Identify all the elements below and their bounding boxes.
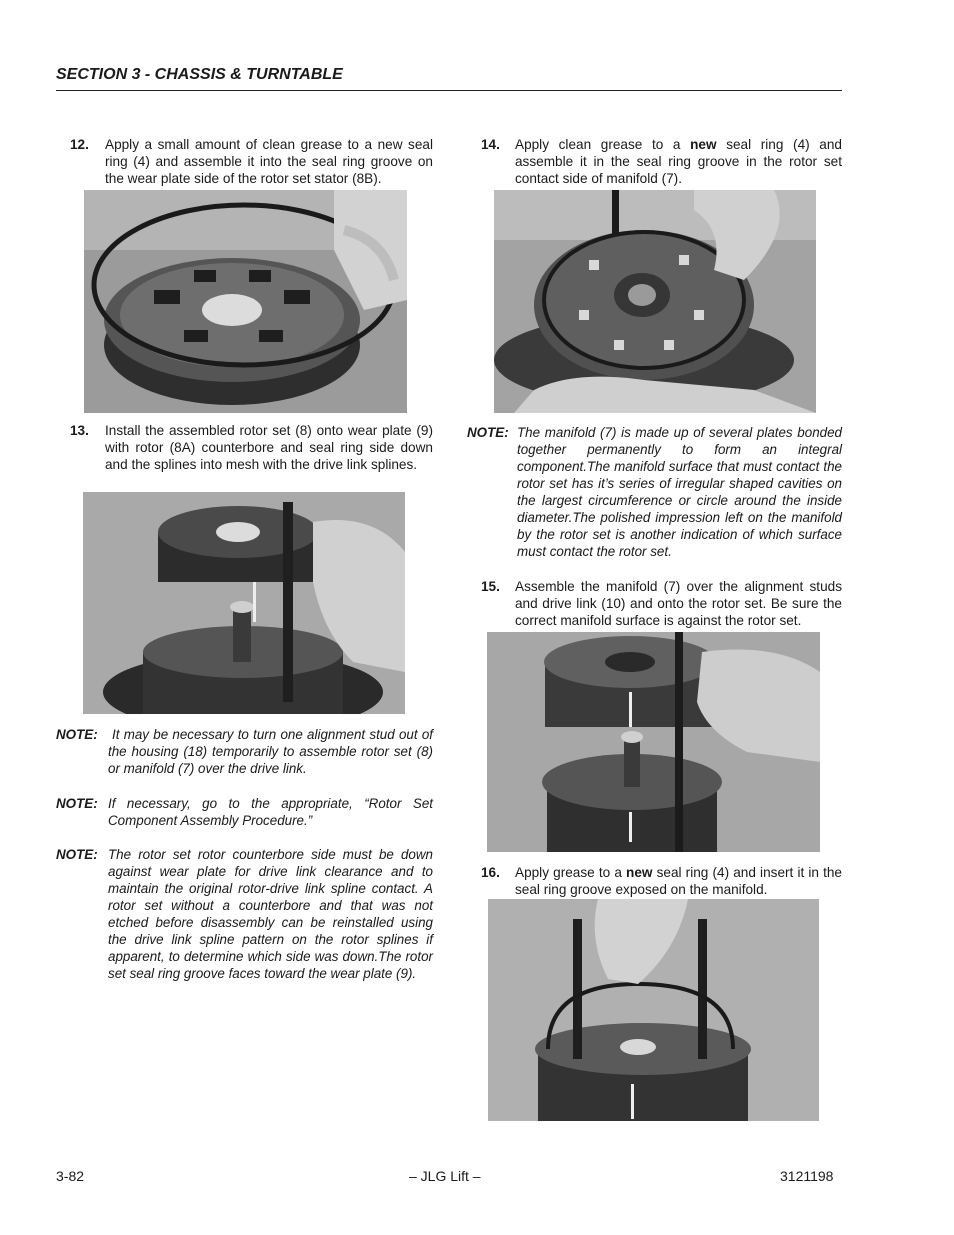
photo-manifold-seal-ring <box>494 190 816 413</box>
note-text: It may be necessary to turn one alignment stud out of the housing (18) temporarily to assemble rotor set (8) or manifold (7) over the drive link. <box>108 727 433 776</box>
note-label: NOTE: <box>56 796 98 811</box>
step-number: 13. <box>70 423 89 438</box>
note-text: The rotor set rotor counterbore side must be down against wear plate for drive link clearance and to maintain the original rotor-drive link spline contact. A rotor set without a counterbore and that was not etched before disassembly can be reinstalled using the drive link spline pattern on the rotor splines if apparent, to determine which side was down.The rotor set seal ring groove faces toward the wear plate (9). <box>108 847 433 981</box>
page-number: 3-82 <box>56 1168 85 1184</box>
step-text-pre: Apply grease to a <box>515 865 627 880</box>
step-text: Apply a small amount of clean grease to a new seal ring (4) and assemble it into the seal ring groove on the wear plate side of the rotor set stator (8B). <box>105 137 433 186</box>
note-label: NOTE: <box>56 847 98 862</box>
step-13 <box>70 422 433 490</box>
photo-manifold-seal-ring-insert <box>488 899 819 1121</box>
step-text-post: seal ring (4) and assemble it in the seal ring groove in the rotor set contact side of manifold (7). <box>515 137 842 186</box>
step-15 <box>481 578 842 629</box>
step-number: 12. <box>70 137 89 152</box>
note-text: If necessary, go to the appropriate, “Rotor Set Component Assembly Procedure.” <box>108 796 433 828</box>
note-counterbore <box>56 846 433 1000</box>
document-number: 3121198 <box>780 1168 834 1184</box>
step-text: Assemble the manifold (7) over the alignment studs and drive link (10) and onto the rotor set. Be sure the correct manifold surface is against the rotor set. <box>515 579 842 628</box>
step-number: 15. <box>481 579 500 594</box>
section-title: SECTION 3 - CHASSIS & TURNTABLE <box>56 66 343 83</box>
note-manifold-plates <box>467 424 842 561</box>
step-text-pre: Apply clean grease to a <box>515 137 691 152</box>
note-text: The manifold (7) is made up of several plates bonded together permanently to form an integral component.The manifold surface that must contact the rotor set has it’s series of irregular shaped cavities on the largest circumference or circle around the inside diameter.The polished impression left on the manifold by the rotor set is another indication of which surface must contact the rotor set. <box>517 425 842 559</box>
note-alignment-stud <box>56 726 433 778</box>
step-14 <box>481 136 842 187</box>
step-16 <box>481 864 842 898</box>
step-text <box>515 136 842 187</box>
step-text <box>515 864 842 898</box>
step-number: 16. <box>481 865 500 880</box>
note-rotor-set-procedure <box>56 795 433 829</box>
step-text-post: seal ring (4) and insert it in the seal ring groove exposed on the manifold. <box>515 865 842 897</box>
footer-brand: – JLG Lift – <box>409 1168 481 1184</box>
step-text-bold: new <box>626 865 653 880</box>
photo-manifold-install <box>487 632 820 852</box>
photo-seal-ring-stator <box>84 190 407 413</box>
step-text-bold: new <box>690 137 717 152</box>
step-text: Install the assembled rotor set (8) onto wear plate (9) with rotor (8A) counterbore and seal ring side down and the splines into mesh with the drive link splines. <box>105 423 433 472</box>
section-header <box>56 64 842 91</box>
photo-rotor-set-install <box>83 492 405 714</box>
step-12 <box>70 136 433 187</box>
note-label: NOTE: <box>467 425 509 440</box>
note-label: NOTE: <box>56 727 98 742</box>
step-number: 14. <box>481 137 500 152</box>
